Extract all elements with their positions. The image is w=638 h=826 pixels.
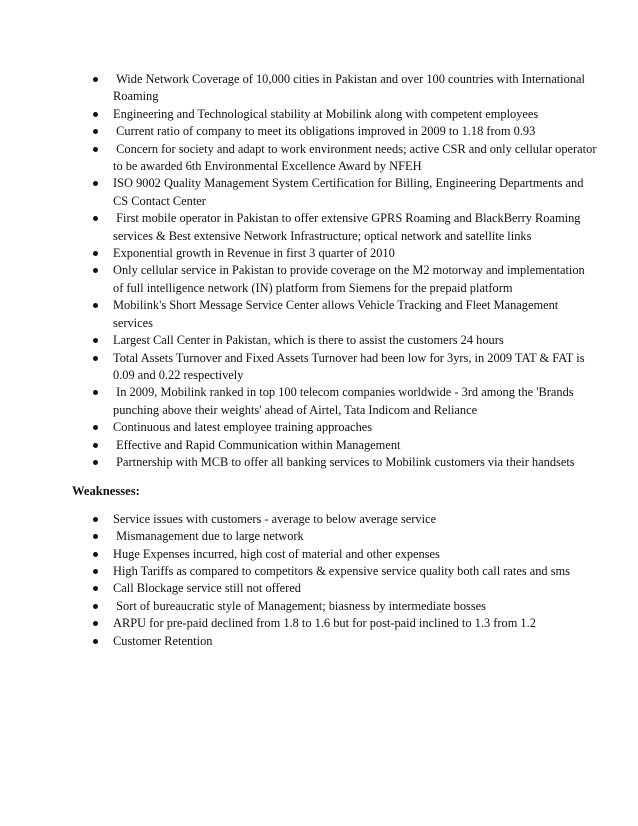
list-item <box>77 245 598 262</box>
list-item-text: Partnership with MCB to offer all banking services to Mobilink customers via their handsets <box>113 454 575 469</box>
list-item-text: Mobilink's Short Message Service Center allows Vehicle Tracking and Fleet Management services <box>113 298 562 330</box>
list-item <box>77 598 598 615</box>
bullet-icon <box>93 460 98 465</box>
bullet-icon <box>93 569 98 574</box>
list-item-text: Only cellular service in Pakistan to provide coverage on the M2 motorway and implementation of full intelligence network (IN) platform from Siemens for the prepaid platform <box>113 263 588 295</box>
list-item-text: High Tariffs as compared to competitors & expensive service quality both call rates and sms <box>113 563 571 578</box>
bullet-icon <box>93 338 98 343</box>
list-item-text: Current ratio of company to meet its obligations improved in 2009 to 1.18 from 0.93 <box>113 124 536 139</box>
bullet-icon <box>93 604 98 609</box>
list-item-text: ISO 9002 Quality Management System Certification for Billing, Engineering Departments and CS Contact Center <box>113 176 587 208</box>
list-item <box>77 384 598 419</box>
list-item-text: First mobile operator in Pakistan to offer extensive GPRS Roaming and BlackBerry Roaming services & Best extensive Network Infrastructure; optical network and satellite links <box>113 211 584 243</box>
bullet-icon <box>93 112 98 117</box>
bullet-icon <box>93 251 98 256</box>
list-item <box>77 123 598 140</box>
list-item <box>77 437 598 454</box>
bullet-icon <box>93 268 98 273</box>
bullet-icon <box>93 129 98 134</box>
bullet-icon <box>93 216 98 221</box>
list-item-text: Call Blockage service still not offered <box>113 581 301 596</box>
weaknesses-list <box>77 511 598 650</box>
list-item <box>77 106 598 123</box>
list-item-text: Largest Call Center in Pakistan, which is there to assist the customers 24 hours <box>113 333 504 348</box>
bullet-icon <box>93 443 98 448</box>
bullet-icon <box>93 639 98 644</box>
list-item-text: Wide Network Coverage of 10,000 cities in Pakistan and over 100 countries with International Roaming <box>113 72 589 104</box>
list-item <box>77 454 598 471</box>
list-item <box>77 563 598 580</box>
bullet-icon <box>93 586 98 591</box>
list-item-text: Continuous and latest employee training approaches <box>113 420 373 435</box>
list-item-text: In 2009, Mobilink ranked in top 100 telecom companies worldwide - 3rd among the 'Brands punching above their weights' ahead of Airtel, Tata Indicom and Reliance <box>113 385 577 417</box>
list-item <box>77 210 598 245</box>
strengths-list <box>77 71 598 471</box>
list-item <box>77 615 598 632</box>
list-item-text: Service issues with customers - average to below average service <box>113 511 437 526</box>
list-item-text: Sort of bureaucratic style of Management; biasness by intermediate bosses <box>113 598 487 613</box>
bullet-icon <box>93 621 98 626</box>
bullet-icon <box>93 517 98 522</box>
bullet-icon <box>93 147 98 152</box>
list-item <box>77 546 598 563</box>
bullet-icon <box>93 552 98 557</box>
bullet-icon <box>93 534 98 539</box>
weaknesses-heading: Weaknesses: <box>72 484 140 499</box>
list-item-text: ARPU for pre-paid declined from 1.8 to 1.6 but for post-paid inclined to 1.3 from 1.2 <box>113 616 536 631</box>
bullet-icon <box>93 356 98 361</box>
list-item <box>77 141 598 176</box>
list-item <box>77 528 598 545</box>
list-item <box>77 262 598 297</box>
list-item-text: Effective and Rapid Communication within Management <box>113 437 401 452</box>
list-item-text: Huge Expenses incurred, high cost of material and other expenses <box>113 546 440 561</box>
list-item-text: Total Assets Turnover and Fixed Assets Turnover had been low for 3yrs, in 2009 TAT & FAT is 0.09 and 0.22 respectively <box>113 350 588 382</box>
list-item <box>77 71 598 106</box>
list-item <box>77 419 598 436</box>
list-item <box>77 175 598 210</box>
bullet-icon <box>93 77 98 82</box>
list-item-text: Engineering and Technological stability at Mobilink along with competent employees <box>113 106 539 121</box>
bullet-icon <box>93 181 98 186</box>
list-item <box>77 633 598 650</box>
list-item-text: Exponential growth in Revenue in first 3 quarter of 2010 <box>113 246 395 261</box>
list-item <box>77 580 598 597</box>
list-item-text: Customer Retention <box>113 633 213 648</box>
list-item <box>77 350 598 385</box>
list-item-text: Mismanagement due to large network <box>113 529 304 544</box>
list-item-text: Concern for society and adapt to work environment needs; active CSR and only cellular operator to be awarded 6th Environmental Excellence Award by NFEH <box>113 141 600 174</box>
bullet-icon <box>93 303 98 308</box>
bullet-icon <box>93 425 98 430</box>
bullet-icon <box>93 390 98 395</box>
list-item <box>77 511 598 528</box>
list-item <box>77 332 598 349</box>
list-item <box>77 297 598 332</box>
